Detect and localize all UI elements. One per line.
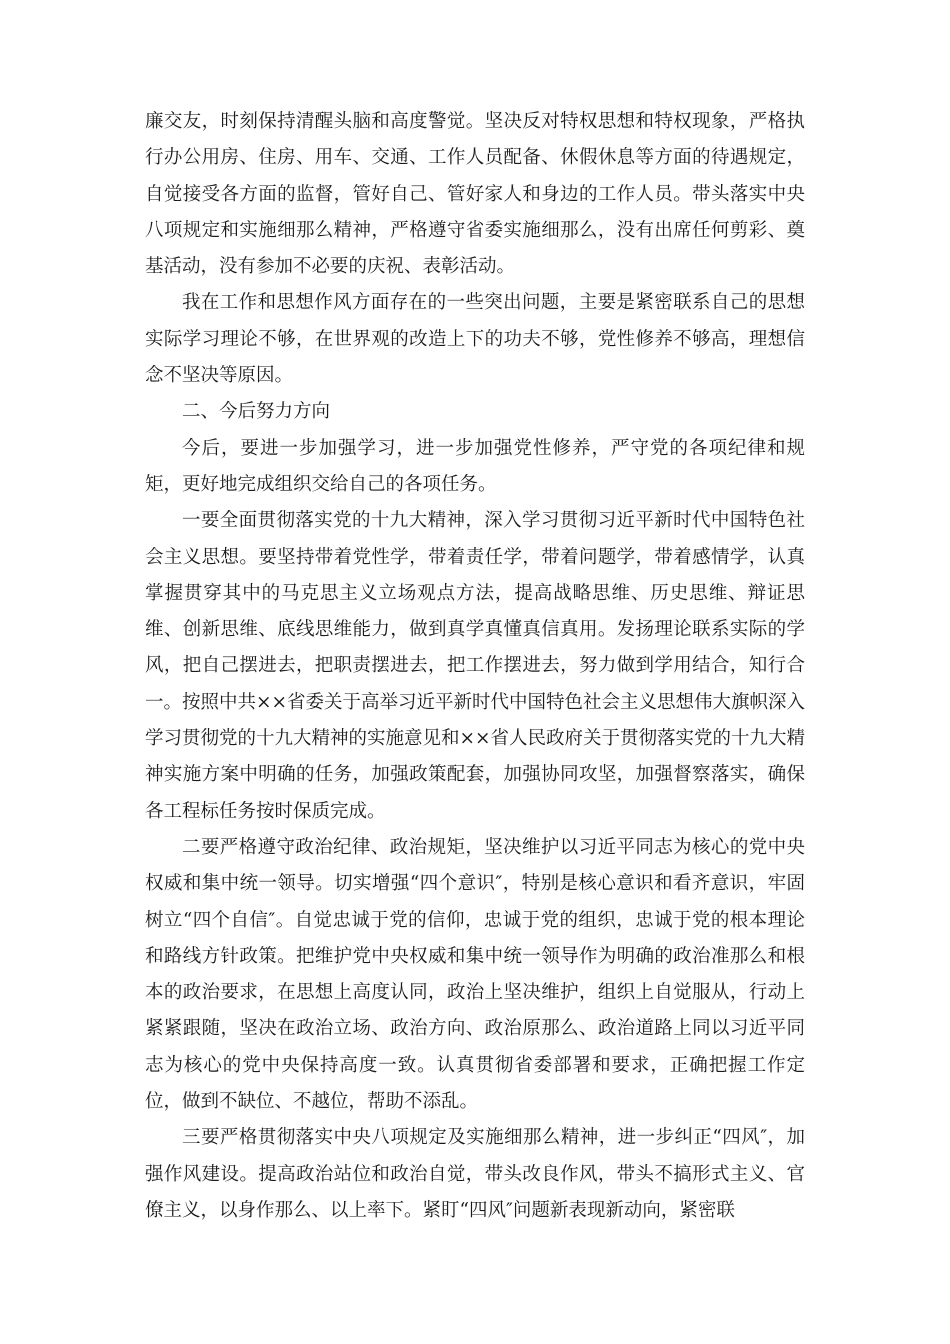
- paragraph-point-two: 二要严格遵守政治纪律、政治规矩，坚决维护以习近平同志为核心的党中央权威和集中统一领导。切实增强“四个意识″，特别是核心意识和看齐意识，牢固树立“四个自信″。自觉忠诚于党的信仰，忠诚于党的组织，忠诚于党的根本理论和路线方针政策。把维护党中央权威和集中统一领导作为明确的政治准那么和根本的政治要求，在思想上高度认同，政治上坚决维护，组织上自觉服从，行动上紧紧跟随，坚决在政治立场、政治方向、政治原那么、政治道路上同以习近平同志为核心的党中央保持高度一致。认真贯彻省委部署和要求，正确把握工作定位，做到不缺位、不越位，帮助不添乱。: [145, 836, 805, 1113]
- paragraph-point-one: 一要全面贯彻落实党的十九大精神，深入学习贯彻习近平新时代中国特色社会主义思想。要坚持带着党性学，带着责任学，带着问题学，带着感情学，认真掌握贯穿其中的马克思主义立场观点方法，提高战略思维、历史思维、辩证思维、创新思维、底线思维能力，做到真学真懂真信真用。发扬理论联系实际的学风，把自己摆进去，把职责摆进去，把工作摆进去，努力做到学用结合，知行合一。按照中共××省委关于高举习近平新时代中国特色社会主义思想伟大旗帜深入学习贯彻党的十九大精神的实施意见和××省人民政府关于贯彻落实党的十九大精神实施方案中明确的任务，加强政策配套，加强协同攻坚，加强督察落实，确保各工程标任务按时保质完成。: [145, 510, 806, 822]
- document-body: [145, 104, 805, 1229]
- paragraph-continuation: 廉交友，时刻保持清醒头脑和高度警觉。坚决反对特权思想和特权现象，严格执行办公用房、住房、用车、交通、工作人员配备、休假休息等方面的待遇规定，自觉接受各方面的监督，管好自己、管好家人和身边的工作人员。带头落实中央八项规定和实施细那么精神，严格遵守省委实施细那么，没有出席任何剪彩、奠基活动，没有参加不必要的庆祝、表彰活动。: [145, 111, 805, 278]
- paragraph-intro: 今后，要进一步加强学习，进一步加强党性修养，严守党的各项纪律和规矩，更好地完成组织交给自己的各项任务。: [145, 437, 805, 495]
- paragraph-point-three: 三要严格贯彻落实中央八项规定及实施细那么精神，进一步纠正“四风″，加强作风建设。提高政治站位和政治自觉，带头改良作风，带头不搞形式主义、官僚主义，以身作那么、以上率下。紧盯“四风″问题新表现新动向，紧密联: [145, 1127, 805, 1221]
- paragraph-problems: 我在工作和思想作风方面存在的一些突出问题，主要是紧密联系自己的思想实际学习理论不够，在世界观的改造上下的功夫不够，党性修养不够高，理想信念不坚决等原因。: [145, 292, 805, 387]
- section-heading: 二、今后努力方向: [182, 401, 331, 423]
